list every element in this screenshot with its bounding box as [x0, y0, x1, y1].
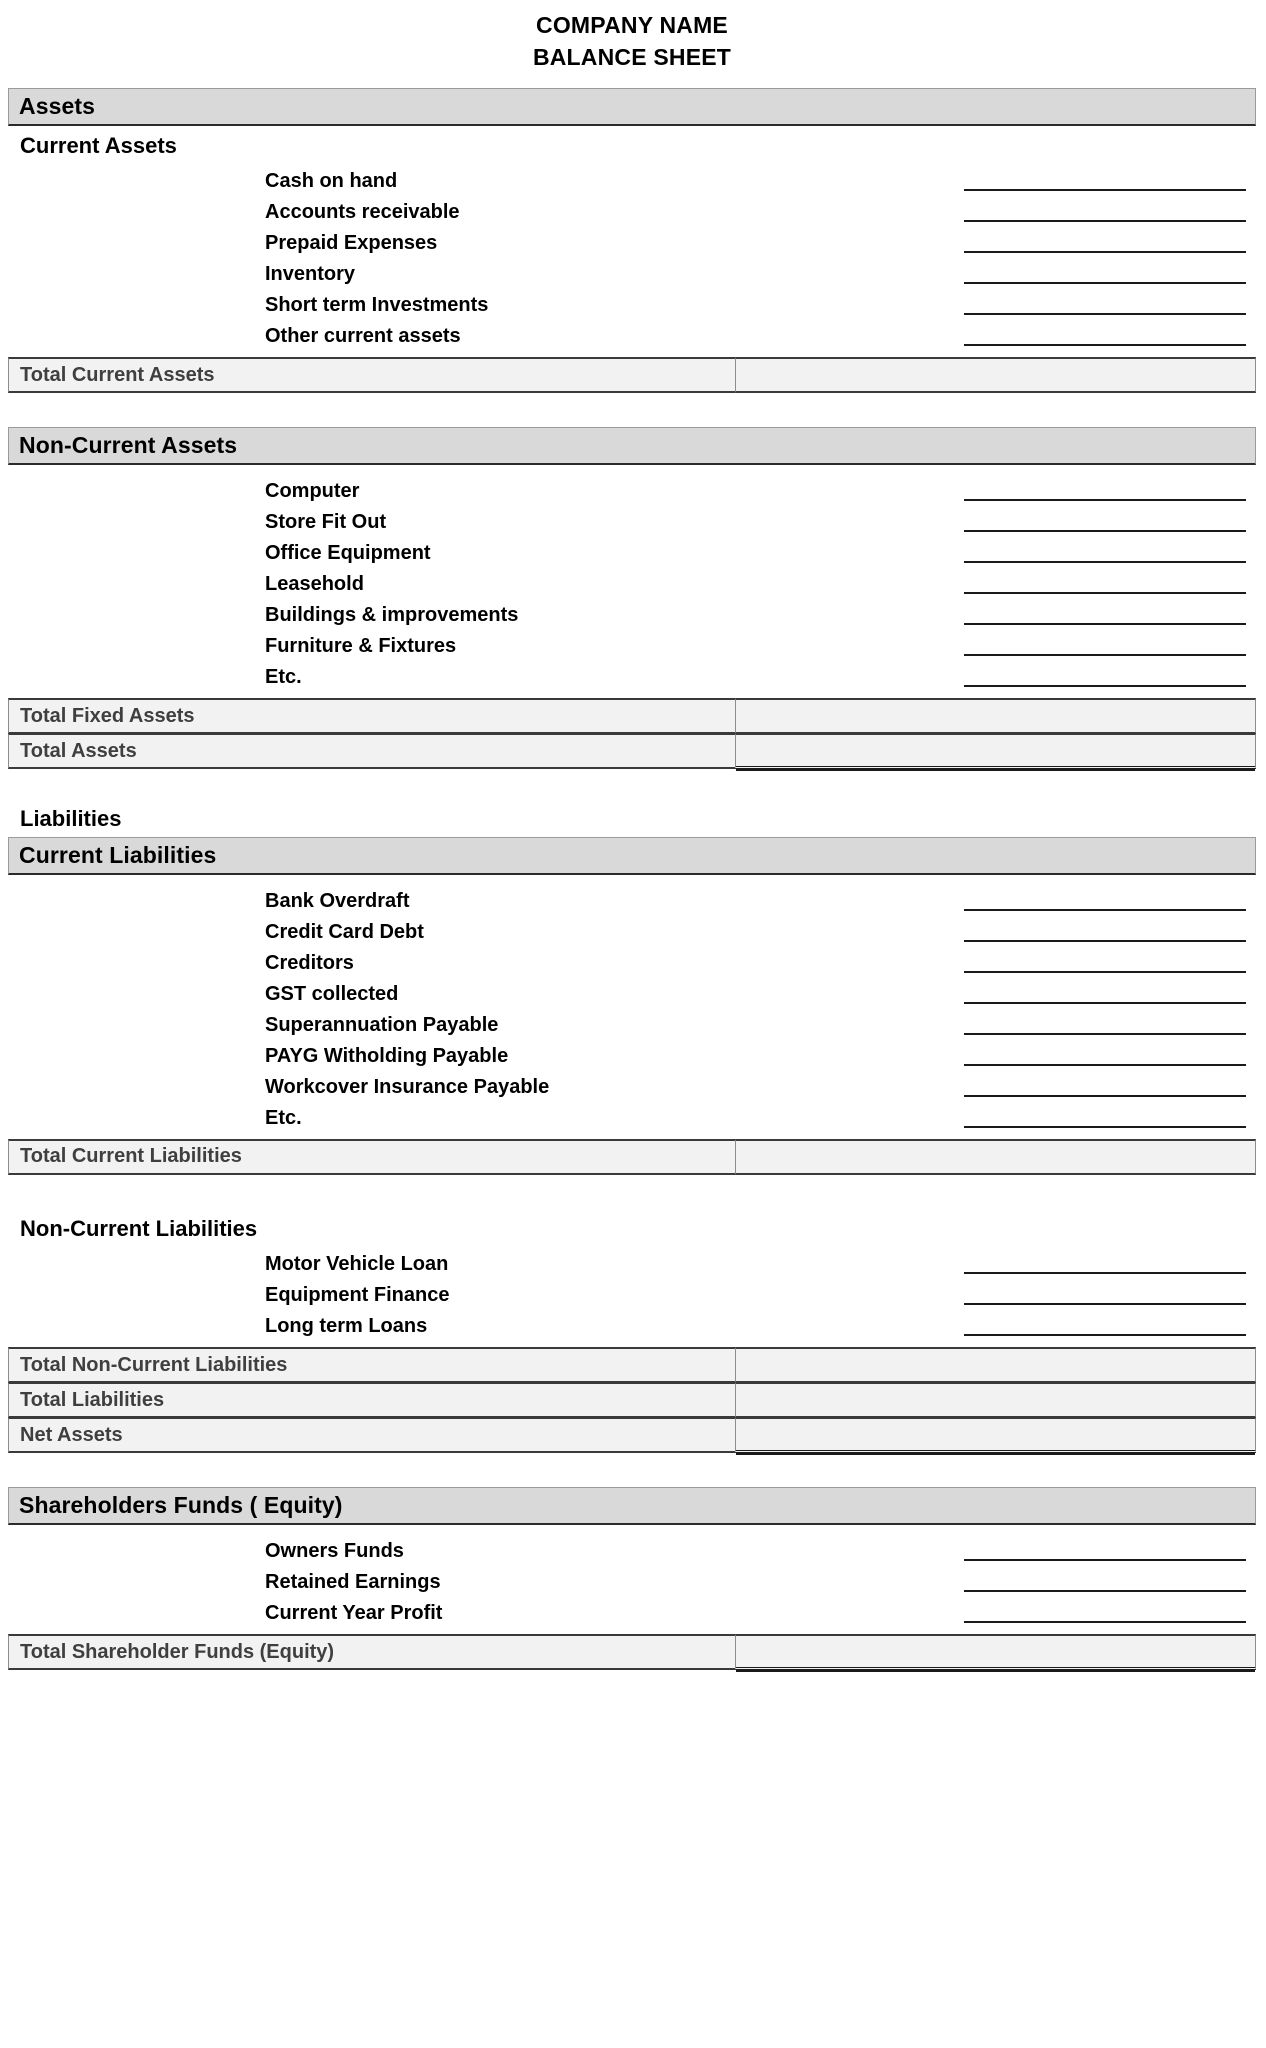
- section-banner-non-current-assets-label: Non-Current Assets: [19, 432, 238, 459]
- total-row-total-assets: [8, 733, 1256, 769]
- report-title: BALANCE SHEET: [532, 44, 732, 71]
- total-row-equity: [8, 1634, 1256, 1670]
- list-item: [8, 1038, 1256, 1069]
- total-value-cell[interactable]: [735, 357, 1256, 393]
- section-banner-assets: [8, 88, 1256, 126]
- line-item-label: Creditors: [265, 951, 354, 974]
- section-banner-current-liabilities: [8, 837, 1256, 875]
- total-row-net-assets: [8, 1417, 1256, 1453]
- line-item-label: Other current assets: [265, 325, 461, 348]
- total-value-cell[interactable]: [735, 1417, 1256, 1453]
- line-item-label: Buildings & improvements: [265, 604, 519, 627]
- total-value-cell[interactable]: [735, 1347, 1256, 1383]
- list-item: [8, 1308, 1256, 1339]
- list-item: [8, 1277, 1256, 1308]
- heading-non-current-liabilities: Non-Current Liabilities: [20, 1215, 258, 1241]
- total-label: Total Fixed Assets: [8, 698, 736, 734]
- total-row-non-current-liabilities: [8, 1347, 1256, 1383]
- line-item-label: Etc.: [265, 1106, 302, 1129]
- list-item: [8, 945, 1256, 976]
- line-item-label: Leasehold: [265, 573, 364, 596]
- list-item: [8, 225, 1256, 256]
- list-item: [8, 566, 1256, 597]
- total-label: Total Shareholder Funds (Equity): [8, 1634, 736, 1670]
- total-value-cell[interactable]: [735, 1139, 1256, 1175]
- total-value-cell[interactable]: [735, 1382, 1256, 1418]
- list-item: [8, 287, 1256, 318]
- list-item: [8, 628, 1256, 659]
- non-current-liabilities-list: [8, 1246, 1256, 1339]
- line-item-label: Owners Funds: [265, 1540, 404, 1563]
- non-current-assets-list: [8, 473, 1256, 690]
- line-item-label: Accounts receivable: [265, 201, 460, 224]
- line-item-label: Store Fit Out: [265, 511, 387, 534]
- total-label: Net Assets: [8, 1417, 736, 1453]
- list-item: [8, 318, 1256, 349]
- total-label: Total Liabilities: [8, 1382, 736, 1418]
- section-banner-current-liabilities-label: Current Liabilities: [19, 841, 217, 868]
- line-item-label: Inventory: [265, 263, 356, 286]
- list-item: [8, 1564, 1256, 1595]
- total-row-fixed-assets: [8, 698, 1256, 734]
- list-item: [8, 1100, 1256, 1131]
- list-item: [8, 535, 1256, 566]
- list-item: [8, 883, 1256, 914]
- line-item-label: Workcover Insurance Payable: [265, 1075, 550, 1098]
- line-item-label: Cash on hand: [265, 170, 398, 193]
- line-item-label: Bank Overdraft: [265, 889, 410, 912]
- equity-list: [8, 1533, 1256, 1626]
- line-item-label: Prepaid Expenses: [265, 232, 438, 255]
- list-item: [8, 163, 1256, 194]
- line-item-label: Short term Investments: [265, 294, 489, 317]
- list-item: [8, 976, 1256, 1007]
- list-item: [8, 1069, 1256, 1100]
- line-item-label: Office Equipment: [265, 542, 431, 565]
- total-label: Total Non-Current Liabilities: [8, 1347, 736, 1383]
- line-item-label: Equipment Finance: [265, 1284, 450, 1307]
- list-item: [8, 659, 1256, 690]
- current-assets-list: [8, 163, 1256, 349]
- line-item-label: Etc.: [265, 666, 302, 689]
- list-item: [8, 914, 1256, 945]
- current-liabilities-list: [8, 883, 1256, 1131]
- list-item: [8, 256, 1256, 287]
- total-row-current-liabilities: [8, 1139, 1256, 1175]
- total-label: Total Current Assets: [8, 357, 736, 393]
- line-item-label: Retained Earnings: [265, 1571, 441, 1594]
- line-item-label: Long term Loans: [265, 1315, 428, 1338]
- list-item: [8, 194, 1256, 225]
- total-row-current-assets: [8, 357, 1256, 393]
- total-label: Total Current Liabilities: [8, 1139, 736, 1175]
- list-item: [8, 504, 1256, 535]
- line-item-label: Furniture & Fixtures: [265, 635, 457, 658]
- line-item-label: Motor Vehicle Loan: [265, 1253, 449, 1276]
- heading-liabilities: Liabilities: [20, 806, 122, 832]
- heading-current-assets: Current Assets: [20, 132, 177, 158]
- line-item-label: GST collected: [265, 982, 399, 1005]
- company-name: COMPANY NAME: [536, 12, 728, 38]
- total-row-total-liabilities: [8, 1382, 1256, 1418]
- total-label: Total Assets: [8, 733, 736, 769]
- line-item-label: Superannuation Payable: [265, 1013, 499, 1036]
- list-item: [8, 1595, 1256, 1626]
- section-banner-assets-label: Assets: [19, 92, 96, 119]
- list-item: [8, 1007, 1256, 1038]
- list-item: [8, 473, 1256, 504]
- list-item: [8, 1246, 1256, 1277]
- line-item-label: Computer: [265, 480, 360, 503]
- line-item-label: Current Year Profit: [265, 1602, 443, 1625]
- total-value-cell[interactable]: [735, 698, 1256, 734]
- list-item: [8, 597, 1256, 628]
- line-item-label: PAYG Witholding Payable: [265, 1044, 509, 1067]
- total-value-cell[interactable]: [735, 733, 1256, 769]
- list-item: [8, 1533, 1256, 1564]
- total-value-cell[interactable]: [735, 1634, 1256, 1670]
- section-banner-equity-label: Shareholders Funds ( Equity): [19, 1492, 343, 1519]
- document-title-block: [8, 0, 1256, 74]
- section-banner-non-current-assets: [8, 427, 1256, 465]
- line-item-label: Credit Card Debt: [265, 920, 424, 943]
- section-banner-equity: [8, 1487, 1256, 1525]
